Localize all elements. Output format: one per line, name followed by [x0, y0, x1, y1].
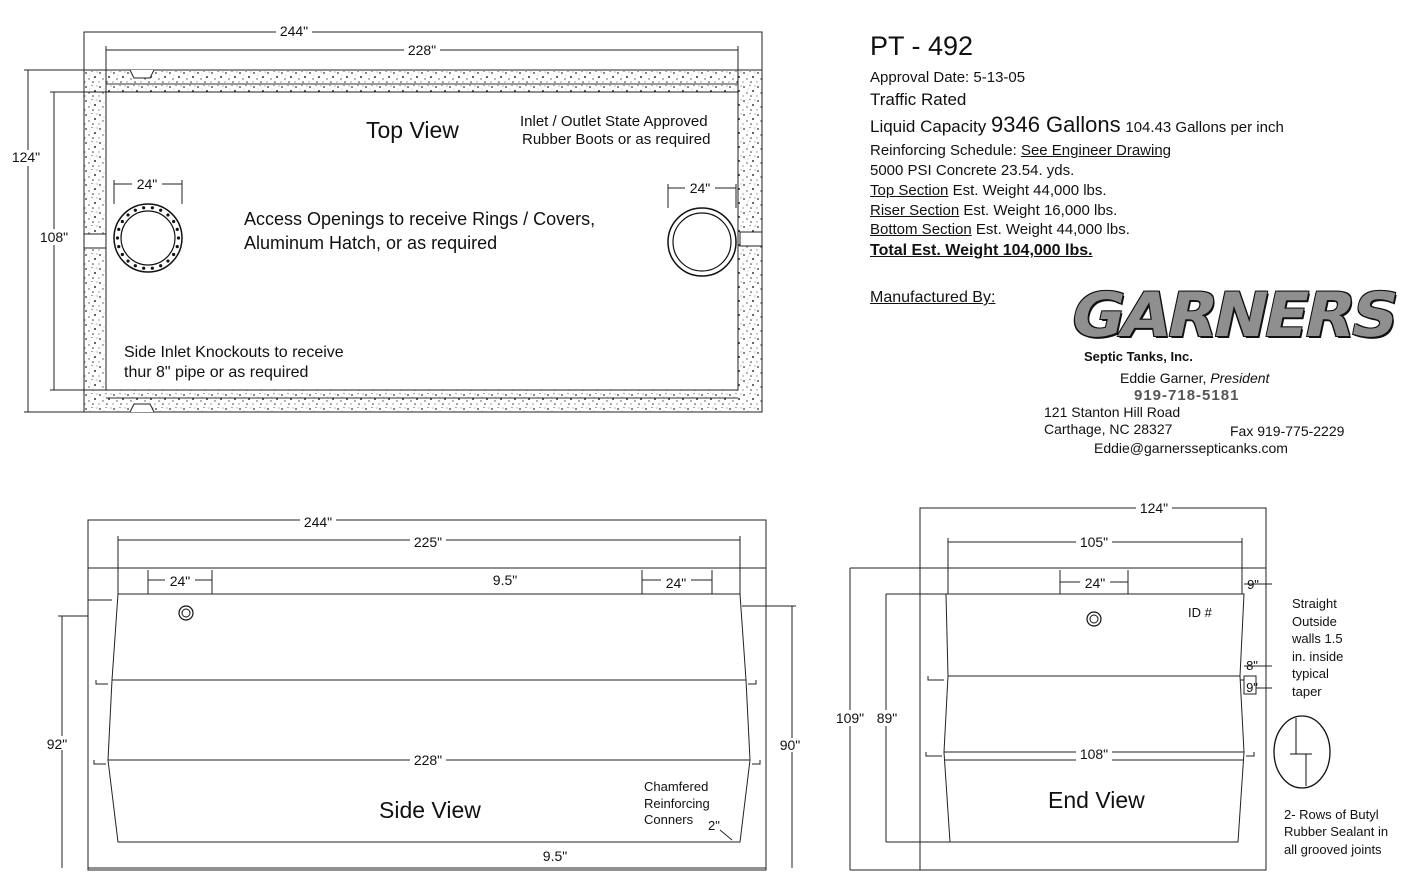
bolt-icon — [116, 236, 119, 239]
bolt-icon — [151, 267, 154, 270]
end-view — [850, 508, 1330, 870]
end-dim-joint-a: 8" — [1246, 658, 1258, 673]
reinforcing-row — [870, 143, 1171, 158]
manufactured-by: Manufactured By: — [870, 289, 996, 306]
side-dim-bottom: 9.5" — [542, 848, 568, 864]
end-dim-joint-width: 108" — [1079, 746, 1109, 762]
bottom-section-row — [870, 222, 1130, 237]
wall-note-line-6: taper — [1292, 684, 1322, 699]
bottom-section-label: Bottom Section — [870, 221, 972, 238]
end-view-outline — [920, 508, 1266, 870]
president-title: President — [1210, 370, 1270, 386]
bottom-section-weight: Est. Weight 44,000 lbs. — [975, 221, 1130, 238]
side-dim-outer-width: 244" — [303, 514, 333, 530]
top-section-label: Top Section — [870, 182, 949, 199]
side-dim-right-height: 90" — [779, 737, 801, 753]
bolt-icon — [176, 245, 179, 248]
bolt-icon — [159, 264, 162, 267]
right-inlet-box — [740, 232, 762, 246]
bolt-icon — [151, 206, 154, 209]
bolt-icon — [172, 253, 175, 256]
traffic-rated: Traffic Rated — [870, 90, 967, 109]
bolt-icon — [177, 236, 180, 239]
top-dim-right-opening: 24" — [689, 180, 711, 196]
company-subtitle: Septic Tanks, Inc. — [1084, 349, 1193, 364]
knockout-note-line-1: Side Inlet Knockouts to receive — [124, 344, 344, 361]
engineer-drawing-link[interactable]: See Engineer Drawing — [1020, 142, 1172, 159]
bolt-icon — [159, 209, 162, 212]
riser-section-label: Riser Section — [870, 202, 960, 219]
bolt-icon — [142, 206, 145, 209]
side-view-title: Side View — [379, 797, 481, 823]
company-phone: 919-718-5181 — [1134, 387, 1240, 404]
top-dim-outer-width: 244" — [279, 23, 309, 39]
liquid-capacity-value: 9346 Gallons — [990, 112, 1121, 137]
sealant-note-line-3: all grooved joints — [1284, 842, 1382, 857]
liquid-capacity-row — [870, 114, 1284, 136]
reinforcing-label: Reinforcing Schedule: — [870, 142, 1017, 159]
side-dim-left-opening: 24" — [169, 573, 191, 589]
bolt-icon — [126, 259, 129, 262]
bolt-icon — [121, 220, 124, 223]
bolt-icon — [172, 220, 175, 223]
company-logo — [1064, 280, 1403, 352]
address-line-1: 121 Stanton Hill Road — [1044, 404, 1181, 420]
chamfer-note-line-2: Reinforcing — [644, 796, 710, 811]
bolt-icon — [176, 228, 179, 231]
access-note-line-1: Access Openings to receive Rings / Covers, — [244, 209, 596, 229]
bolt-icon — [166, 259, 169, 262]
side-riser-section — [108, 680, 750, 760]
riser-section-row — [870, 203, 1117, 218]
bolt-icon — [134, 264, 137, 267]
concrete-spec: 5000 PSI Concrete 23.54. yds. — [870, 162, 1075, 179]
end-dim-joint-b: 9" — [1246, 680, 1258, 695]
address-line-2: Carthage, NC 28327 — [1044, 421, 1173, 437]
side-dim-left-height: 92" — [46, 736, 68, 752]
approval-date: Approval Date: 5-13-05 — [870, 69, 1026, 86]
end-dim-outer-width: 124" — [1139, 500, 1169, 516]
bolt-icon — [142, 267, 145, 270]
company-email[interactable]: Eddie@garnerssepticanks.com — [1094, 440, 1288, 456]
chamfer-note-line-1: Chamfered — [644, 779, 709, 794]
wall-note-line-1: Straight — [1292, 596, 1337, 611]
liquid-capacity-label: Liquid Capacity — [870, 117, 987, 136]
end-inlet-pipe — [1087, 612, 1101, 626]
end-dim-outer-height: 109" — [835, 710, 865, 726]
side-dim-top-width: 225" — [413, 534, 443, 550]
knockout-note-line-2: thur 8" pipe or as required — [124, 364, 309, 381]
side-dim-chamfer: 2" — [708, 818, 720, 833]
sealant-note-line-1: 2- Rows of Butyl — [1284, 807, 1379, 822]
bolt-icon — [121, 253, 124, 256]
top-section-row — [870, 183, 1107, 198]
side-dim-joint-width: 228" — [413, 752, 443, 768]
wall-note-line-2: Outside — [1292, 614, 1337, 629]
garners-logo-text: GARNERS — [1064, 280, 1403, 352]
top-view-title: Top View — [366, 117, 459, 143]
access-note-line-2: Aluminum Hatch, or as required — [244, 233, 498, 253]
end-dim-top-thick: 9" — [1247, 577, 1259, 592]
inlet-note-line-1: Inlet / Outlet State Approved — [520, 113, 708, 130]
total-weight: Total Est. Weight 104,000 lbs. — [870, 242, 1093, 259]
model-number: PT - 492 — [870, 31, 974, 61]
top-section-weight: Est. Weight 44,000 lbs. — [952, 182, 1107, 199]
side-top-section — [112, 594, 746, 680]
end-view-title: End View — [1048, 787, 1145, 813]
bolt-icon — [126, 213, 129, 216]
sealant-detail — [1274, 716, 1330, 788]
top-dim-left-opening: 24" — [136, 176, 158, 192]
sealant-note-line-2: Rubber Sealant in — [1284, 824, 1389, 839]
president-name: Eddie Garner, — [1120, 370, 1207, 386]
side-inlet-pipe — [179, 606, 193, 620]
end-id-label: ID # — [1188, 605, 1212, 620]
end-riser-section — [944, 676, 1244, 752]
riser-section-weight: Est. Weight 16,000 lbs. — [963, 202, 1118, 219]
president-row — [1120, 371, 1269, 385]
bolt-icon — [134, 209, 137, 212]
side-dim-right-opening: 24" — [665, 575, 687, 591]
inlet-note-line-2: Rubber Boots or as required — [522, 131, 711, 148]
bolt-icon — [117, 228, 120, 231]
company-fax: Fax 919-775-2229 — [1230, 423, 1345, 439]
gallons-per-inch: 104.43 Gallons per inch — [1125, 119, 1284, 136]
wall-note-line-4: in. inside — [1292, 649, 1344, 664]
wall-note-line-5: typical — [1292, 666, 1329, 681]
top-dim-outer-height: 124" — [11, 149, 41, 165]
bolt-icon — [117, 245, 120, 248]
bolt-icon — [166, 213, 169, 216]
top-dim-inner-height: 108" — [39, 229, 69, 245]
right-access-opening — [668, 208, 736, 276]
top-dim-inner-width: 228" — [407, 42, 437, 58]
end-dim-opening: 24" — [1084, 575, 1106, 591]
left-inlet-box — [84, 234, 106, 248]
end-dim-inner-height: 89" — [876, 710, 898, 726]
side-dim-center: 9.5" — [492, 572, 518, 588]
chamfer-note-line-3: Conners — [644, 812, 694, 827]
end-dim-top-width: 105" — [1079, 534, 1109, 550]
left-access-opening — [114, 204, 182, 272]
wall-note-line-3: walls 1.5 — [1292, 631, 1343, 646]
